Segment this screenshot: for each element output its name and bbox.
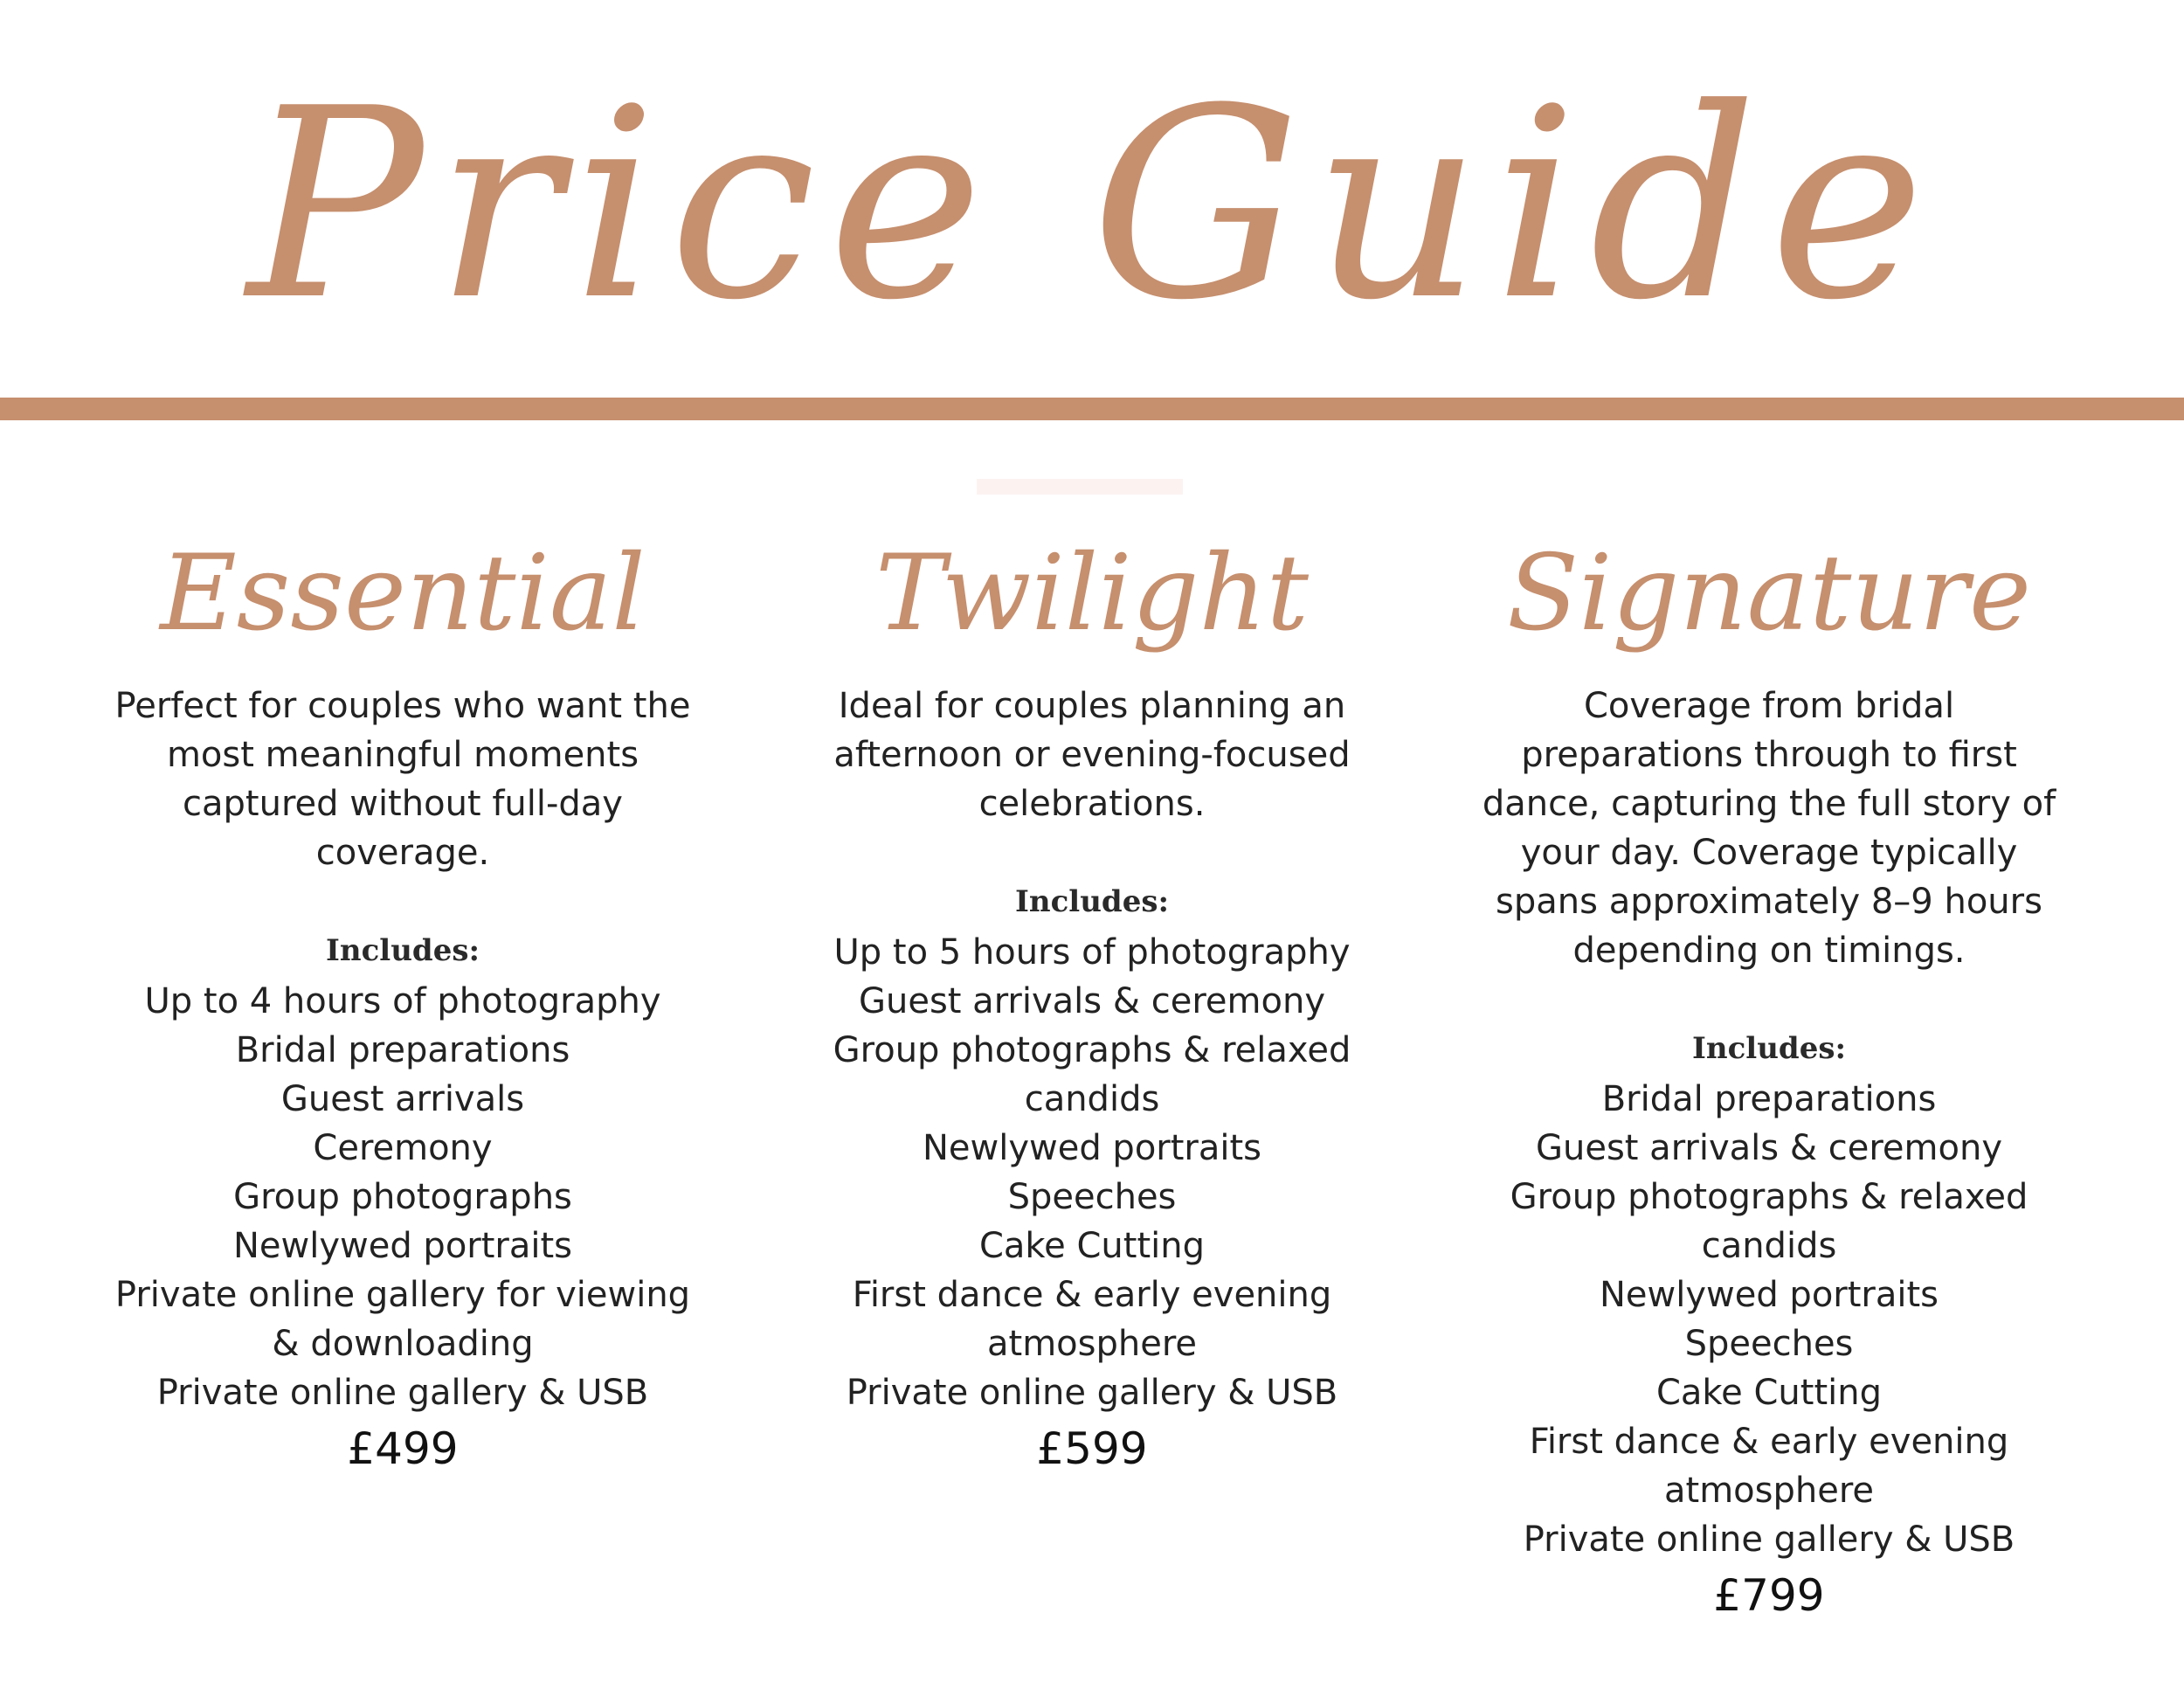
list-item: Bridal preparations <box>235 1030 570 1070</box>
list-item: Group photographs <box>233 1177 572 1217</box>
list-item: Up to 4 hours of photography <box>144 981 661 1021</box>
includes-list <box>1481 1075 2057 1564</box>
list-item: Guest arrivals <box>280 1079 525 1119</box>
list-item: First dance & early evening atmosphere <box>1529 1422 2009 1511</box>
package-description: Perfect for couples who want the most meaningful moments captured without full-day coverage. <box>114 686 691 873</box>
list-item: Bridal preparations <box>1601 1079 1937 1119</box>
includes-label: Includes: <box>325 933 480 968</box>
list-item: Private online gallery & USB <box>1523 1520 2015 1560</box>
package-price: £599 <box>1036 1423 1148 1474</box>
list-item: Private online gallery & USB <box>156 1373 649 1413</box>
package-price: £499 <box>347 1423 459 1474</box>
list-item: Cake Cutting <box>1655 1373 1882 1413</box>
list-item: Guest arrivals & ceremony <box>1535 1128 2002 1168</box>
list-item: Speeches <box>1007 1177 1177 1217</box>
list-item: Up to 5 hours of photography <box>833 932 1351 973</box>
package-twilight <box>804 524 1380 1480</box>
divider-bar <box>0 398 2184 420</box>
page-title: Price Guide <box>246 52 1938 357</box>
includes-list <box>804 928 1380 1417</box>
package-description: Coverage from bridal preparations through to first dance, capturing the full story of your day. Coverage typically spans approximately 8–9 hours depending on timings. <box>1482 686 2056 971</box>
list-item: Private online gallery for viewing & downloading <box>114 1275 691 1364</box>
list-item: First dance & early evening atmosphere <box>852 1275 1332 1364</box>
list-item: Newlywed portraits <box>1599 1275 1939 1315</box>
package-name: Twilight <box>875 533 1309 654</box>
list-item: Newlywed portraits <box>922 1128 1262 1168</box>
package-signature <box>1481 524 2057 1627</box>
list-item: Group photographs & relaxed candids <box>833 1030 1351 1119</box>
list-item: Private online gallery & USB <box>846 1373 1338 1413</box>
package-description: Ideal for couples planning an afternoon or evening-focused celebrations. <box>833 686 1351 824</box>
list-item: Speeches <box>1684 1324 1854 1364</box>
list-item: Group photographs & relaxed candids <box>1510 1177 2028 1266</box>
list-item: Newlywed portraits <box>232 1226 573 1266</box>
includes-label: Includes: <box>1014 884 1170 919</box>
faint-mark <box>977 479 1183 495</box>
list-item: Cake Cutting <box>978 1226 1205 1266</box>
package-name: Essential <box>160 533 646 654</box>
includes-list <box>114 977 691 1417</box>
package-price: £799 <box>1713 1570 1825 1621</box>
includes-label: Includes: <box>1691 1031 1847 1066</box>
package-name: Signature <box>1506 533 2032 654</box>
list-item: Ceremony <box>313 1128 493 1168</box>
list-item: Guest arrivals & ceremony <box>858 981 1325 1021</box>
package-essential <box>114 524 691 1480</box>
